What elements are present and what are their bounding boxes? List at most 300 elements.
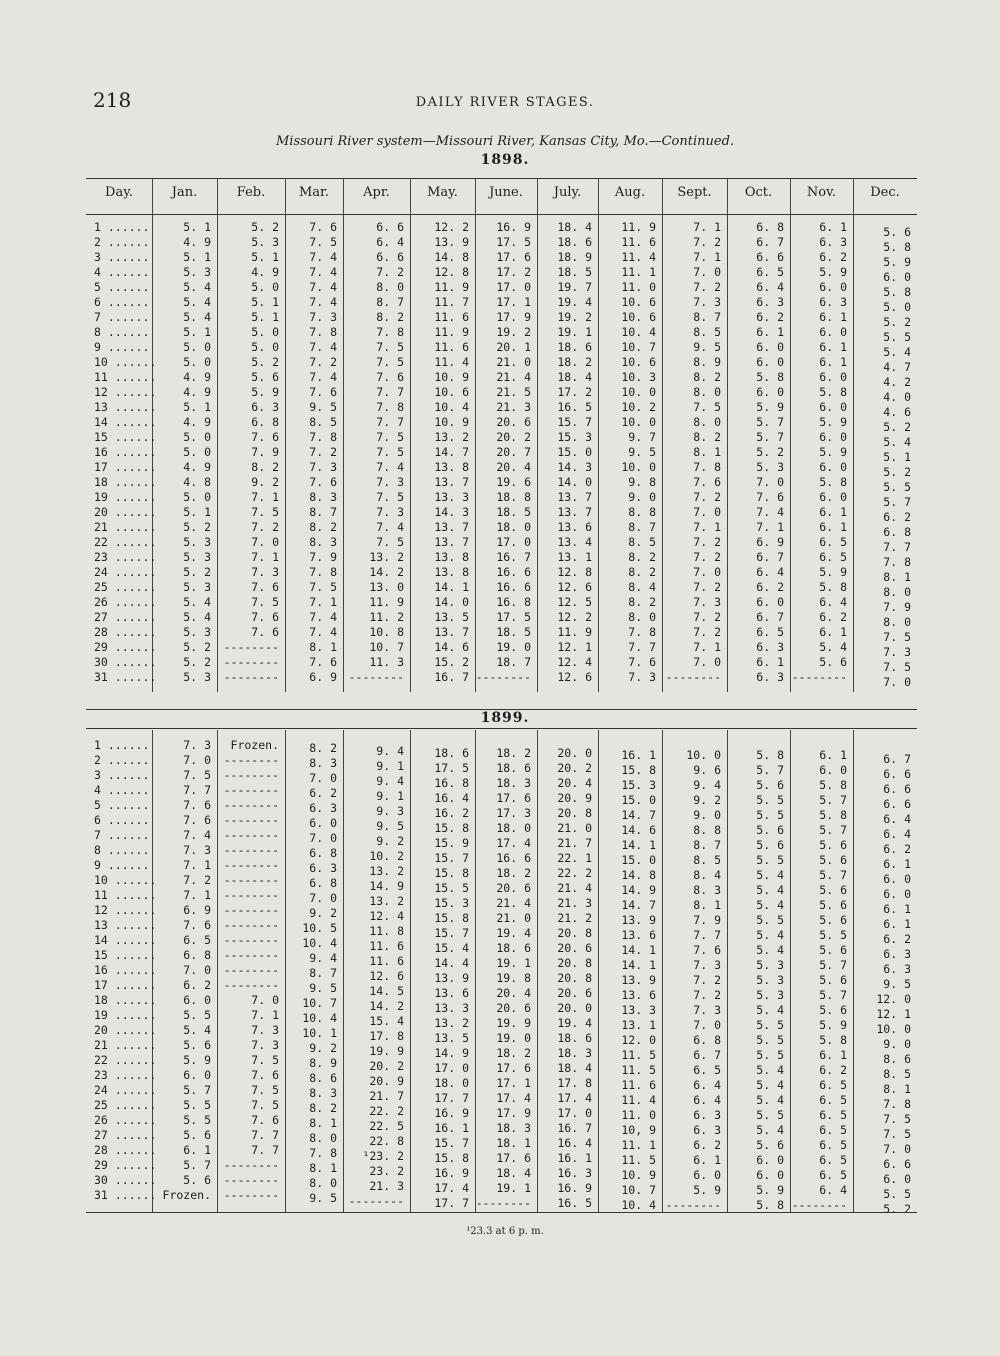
stage-cell: 7. 5	[183, 768, 211, 782]
stage-cell: 8. 5	[883, 1067, 911, 1081]
stage-cell: 6. 1	[819, 220, 847, 234]
stage-cell: --------	[223, 670, 279, 684]
stage-cell: 5. 4	[756, 1003, 784, 1017]
stage-cell: 7. 0	[309, 771, 337, 785]
stage-cell: 7. 4	[309, 280, 337, 294]
stage-cell: 6. 7	[756, 235, 784, 249]
stage-cell: 4. 9	[183, 385, 211, 399]
day-cell: 8 ......	[94, 325, 150, 339]
stage-cell: 8. 7	[628, 520, 656, 534]
stage-cell: 5. 3	[756, 988, 784, 1002]
stage-cell: 11. 4	[621, 250, 656, 264]
stage-cell: 6. 0	[693, 1168, 721, 1182]
stage-cell: 16. 9	[434, 1106, 469, 1120]
stage-cell: 7. 3	[183, 843, 211, 857]
stage-cell: 19. 8	[496, 971, 531, 985]
day-cell: 3 ......	[94, 250, 150, 264]
stage-cell: 14. 1	[621, 838, 656, 852]
month-column	[475, 220, 537, 685]
stage-cell: 7. 3	[309, 310, 337, 324]
stage-cell: 5. 2	[883, 420, 911, 434]
stage-cell: 9. 5	[376, 819, 404, 833]
running-head: DAILY RIVER STAGES.	[415, 95, 595, 110]
stage-cell: 5. 4	[183, 280, 211, 294]
stage-cell: 6. 1	[756, 325, 784, 339]
stage-cell: 11. 6	[621, 235, 656, 249]
stage-cell: 12. 5	[557, 595, 592, 609]
stage-cell: 4. 0	[883, 390, 911, 404]
stage-cell: 21. 7	[369, 1089, 404, 1103]
stage-cell: 13. 2	[369, 550, 404, 564]
stage-cell: --------	[223, 843, 279, 857]
stage-cell: 7. 1	[309, 595, 337, 609]
stage-cell: 5. 4	[883, 345, 911, 359]
stage-cell: 11. 9	[369, 595, 404, 609]
stage-cell: 5. 4	[183, 610, 211, 624]
stage-cell: 7. 7	[693, 928, 721, 942]
day-cell: 15 ......	[94, 948, 157, 962]
stage-cell: 7. 4	[309, 610, 337, 624]
stage-cell: 6. 0	[756, 385, 784, 399]
stage-cell: 8. 4	[628, 580, 656, 594]
stage-cell: 8. 5	[693, 325, 721, 339]
stage-cell: 20. 6	[496, 415, 531, 429]
stage-cell: 5. 9	[251, 385, 279, 399]
month-column	[285, 741, 343, 1206]
stage-cell: 13. 7	[434, 625, 469, 639]
stage-cell: 18. 2	[496, 1046, 531, 1060]
stage-cell: 17. 0	[434, 1061, 469, 1075]
stage-cell: 6. 3	[819, 295, 847, 309]
day-cell: 20 ......	[94, 505, 157, 519]
stage-cell: 11. 6	[369, 954, 404, 968]
stage-cell: 6. 3	[756, 295, 784, 309]
stage-cell: 21. 4	[557, 881, 592, 895]
stage-cell: ¹23. 2	[362, 1149, 404, 1163]
stage-cell: 5. 6	[756, 778, 784, 792]
stage-cell: 8. 4	[693, 868, 721, 882]
stage-cell: 5. 2	[883, 1202, 911, 1216]
day-cell: 25 ......	[94, 1098, 157, 1112]
stage-cell: 20. 0	[557, 1001, 592, 1015]
stage-cell: 18. 6	[496, 941, 531, 955]
stage-cell: 10. 9	[621, 1168, 656, 1182]
stage-cell: 5. 9	[819, 565, 847, 579]
stage-cell: 7. 6	[251, 580, 279, 594]
stage-cell: 7. 1	[693, 220, 721, 234]
stage-cell: 6. 3	[693, 1108, 721, 1122]
stage-cell: 7. 7	[183, 783, 211, 797]
stage-cell: 5. 7	[819, 823, 847, 837]
stage-cell: 6. 8	[183, 948, 211, 962]
stage-cell: 5. 0	[183, 490, 211, 504]
stage-cell: 6. 0	[756, 355, 784, 369]
stage-cell: 5. 5	[756, 853, 784, 867]
stage-cell: 19. 2	[496, 325, 531, 339]
day-cell: 24 ......	[94, 565, 157, 579]
stage-cell: 13. 5	[434, 610, 469, 624]
stage-cell: 10. 4	[302, 936, 337, 950]
stage-cell: 14. 8	[434, 250, 469, 264]
stage-cell: 5. 0	[251, 340, 279, 354]
day-cell: 27 ......	[94, 610, 157, 624]
stage-cell: 7. 8	[309, 1146, 337, 1160]
stage-cell: 18. 6	[557, 235, 592, 249]
stage-cell: 7. 4	[756, 505, 784, 519]
stage-cell: --------	[223, 828, 279, 842]
stage-cell: 7. 5	[883, 630, 911, 644]
day-column	[94, 738, 157, 1203]
stage-cell: 12. 6	[369, 969, 404, 983]
stage-cell: 6. 3	[693, 1123, 721, 1137]
stage-cell: 13. 9	[434, 235, 469, 249]
stage-cell: 8. 1	[883, 1082, 911, 1096]
stage-cell: 5. 7	[819, 958, 847, 972]
stage-cell: 5. 1	[183, 220, 211, 234]
stage-cell: 20. 0	[557, 746, 592, 760]
stage-cell: 5. 7	[819, 793, 847, 807]
stage-cell: 8. 5	[693, 853, 721, 867]
stage-cell: 5. 0	[251, 280, 279, 294]
stage-cell: 5. 9	[756, 400, 784, 414]
stage-cell: 14. 0	[434, 595, 469, 609]
stage-cell: 7. 8	[376, 400, 404, 414]
stage-cell: 10. 6	[621, 355, 656, 369]
stage-cell: 7. 1	[183, 888, 211, 902]
footnote: ¹23.3 at 6 p. m.	[466, 1226, 544, 1237]
stage-cell: 5. 5	[819, 928, 847, 942]
stage-cell: 15. 5	[434, 881, 469, 895]
stage-cell: 10. 0	[621, 460, 656, 474]
stage-cell: 7. 3	[309, 460, 337, 474]
stage-cell: 7. 3	[693, 295, 721, 309]
stage-cell: 15. 8	[434, 1151, 469, 1165]
stage-cell: 17. 6	[496, 250, 531, 264]
stage-cell: 14. 6	[434, 640, 469, 654]
stage-cell: 22. 5	[369, 1119, 404, 1133]
stage-cell: 6. 4	[693, 1078, 721, 1092]
stage-cell: 6. 1	[883, 857, 911, 871]
stage-cell: 7. 5	[309, 580, 337, 594]
stage-cell: 5. 7	[756, 763, 784, 777]
stage-cell: 17. 5	[496, 610, 531, 624]
stage-cell: 7. 1	[693, 640, 721, 654]
month-column	[410, 220, 475, 685]
stage-cell: 7. 2	[309, 355, 337, 369]
stage-cell: 6. 3	[756, 670, 784, 684]
stage-cell: 13. 7	[434, 520, 469, 534]
stage-cell: Frozen.	[162, 1188, 211, 1202]
stage-cell: --------	[223, 655, 279, 669]
stage-cell: 6. 1	[819, 355, 847, 369]
stage-cell: 12. 2	[557, 610, 592, 624]
stage-cell: 6. 2	[883, 510, 911, 524]
stage-cell: 7. 9	[883, 600, 911, 614]
stage-cell: 11. 1	[621, 265, 656, 279]
stage-cell: 7. 2	[693, 535, 721, 549]
column-header: Aug.	[614, 185, 646, 200]
stage-cell: 20. 1	[496, 340, 531, 354]
stage-cell: 7. 0	[251, 535, 279, 549]
stage-cell: 9. 0	[693, 808, 721, 822]
stage-cell: 15. 0	[621, 793, 656, 807]
day-cell: 1 ......	[94, 220, 150, 234]
stage-cell: 7. 5	[376, 490, 404, 504]
stage-cell: 13. 2	[434, 1016, 469, 1030]
stage-cell: 5. 7	[883, 495, 911, 509]
day-cell: 4 ......	[94, 265, 150, 279]
stage-cell: --------	[223, 813, 279, 827]
stage-cell: 8. 2	[628, 550, 656, 564]
stage-cell: 8. 0	[628, 610, 656, 624]
stage-cell: 17. 4	[496, 1091, 531, 1105]
stage-cell: 7. 2	[376, 265, 404, 279]
stage-cell: 6. 3	[309, 861, 337, 875]
stage-cell: 10. 3	[621, 370, 656, 384]
stage-cell: 6. 7	[883, 752, 911, 766]
stage-cell: 5. 3	[756, 958, 784, 972]
stage-cell: 7. 8	[376, 325, 404, 339]
stage-cell: 16. 8	[496, 595, 531, 609]
stage-cell: 9. 1	[376, 759, 404, 773]
stage-cell: 9. 5	[883, 977, 911, 991]
stage-cell: 5. 4	[756, 868, 784, 882]
stage-cell: 19. 4	[557, 295, 592, 309]
stage-cell: 17. 0	[557, 1106, 592, 1120]
stage-cell: 9. 2	[693, 793, 721, 807]
stage-cell: 5. 6	[756, 1138, 784, 1152]
stage-cell: 6. 1	[819, 748, 847, 762]
stage-cell: 4. 9	[183, 460, 211, 474]
stage-cell: 8. 9	[693, 355, 721, 369]
stage-cell: 15. 2	[434, 655, 469, 669]
stage-cell: 9. 0	[883, 1037, 911, 1051]
header-rule	[86, 214, 917, 215]
stage-cell: 20. 2	[496, 430, 531, 444]
stage-cell: 7. 3	[251, 565, 279, 579]
day-cell: 9 ......	[94, 340, 150, 354]
stage-cell: 5. 9	[819, 265, 847, 279]
stage-cell: 21. 5	[496, 385, 531, 399]
stage-cell: 5. 0	[183, 445, 211, 459]
stage-cell: 5. 0	[883, 300, 911, 314]
stage-cell: 17. 8	[557, 1076, 592, 1090]
stage-cell: 10, 9	[621, 1123, 656, 1137]
stage-cell: 5. 5	[883, 1187, 911, 1201]
stage-cell: 7. 0	[693, 505, 721, 519]
stage-cell: 17. 0	[496, 535, 531, 549]
stage-cell: 12. 0	[876, 992, 911, 1006]
stage-cell: 5. 8	[819, 1033, 847, 1047]
stage-cell: 7. 3	[251, 1038, 279, 1052]
column-header: Mar.	[299, 185, 329, 200]
stage-cell: 4. 8	[183, 475, 211, 489]
stage-cell: 17. 4	[434, 1181, 469, 1195]
stage-cell: 4. 9	[183, 370, 211, 384]
stage-cell: 13. 2	[434, 430, 469, 444]
stage-cell: 6. 6	[376, 220, 404, 234]
stage-cell: 19. 2	[557, 310, 592, 324]
stage-cell: 13. 8	[434, 565, 469, 579]
stage-cell: 14. 7	[621, 898, 656, 912]
day-cell: 28 ......	[94, 625, 157, 639]
stage-cell: --------	[223, 963, 279, 977]
stage-cell: 8. 1	[309, 640, 337, 654]
stage-cell: 7. 0	[693, 655, 721, 669]
stage-cell: 11. 5	[621, 1153, 656, 1167]
stage-cell: 18. 4	[557, 1061, 592, 1075]
stage-cell: --------	[223, 1188, 279, 1202]
stage-cell: 5. 8	[883, 240, 911, 254]
day-cell: 30 ......	[94, 655, 157, 669]
stage-cell: 6. 2	[883, 842, 911, 856]
day-cell: 28 ......	[94, 1143, 157, 1157]
stage-cell: 5. 3	[756, 460, 784, 474]
stage-cell: 14. 3	[434, 505, 469, 519]
stage-cell: 21. 2	[557, 911, 592, 925]
day-cell: 21 ......	[94, 520, 157, 534]
stage-cell: 7. 2	[693, 988, 721, 1002]
stage-cell: 5. 4	[183, 295, 211, 309]
stage-cell: 6. 1	[819, 505, 847, 519]
stage-cell: 18. 5	[496, 505, 531, 519]
stage-cell: 5. 7	[819, 988, 847, 1002]
stage-cell: 17. 1	[496, 1076, 531, 1090]
day-cell: 31 ......	[94, 670, 157, 684]
stage-cell: 5. 6	[183, 1173, 211, 1187]
day-cell: 29 ......	[94, 640, 157, 654]
stage-cell: 12. 8	[557, 565, 592, 579]
stage-cell: 7. 6	[251, 430, 279, 444]
stage-cell: 18. 0	[496, 821, 531, 835]
stage-cell: 22. 1	[557, 851, 592, 865]
stage-cell: --------	[223, 888, 279, 902]
stage-cell: 6. 5	[819, 550, 847, 564]
day-cell: 23 ......	[94, 550, 157, 564]
stage-cell: 7. 8	[883, 555, 911, 569]
stage-cell: 9. 4	[309, 951, 337, 965]
stage-cell: 8. 9	[309, 1056, 337, 1070]
stage-cell: --------	[348, 1194, 404, 1208]
day-cell: 16 ......	[94, 963, 157, 977]
table-subtitle: Missouri River system—Missouri River, Kansas City, Mo.—Continued.	[275, 134, 735, 149]
stage-cell: 7. 6	[309, 655, 337, 669]
stage-cell: 5. 1	[183, 325, 211, 339]
stage-cell: 5. 6	[819, 913, 847, 927]
stage-cell: 13. 6	[621, 988, 656, 1002]
stage-cell: 20. 9	[369, 1074, 404, 1088]
stage-cell: 18. 7	[496, 655, 531, 669]
stage-cell: 8. 2	[693, 370, 721, 384]
stage-cell: 5. 4	[756, 943, 784, 957]
stage-cell: 14. 9	[621, 883, 656, 897]
day-cell: 14 ......	[94, 933, 157, 947]
stage-cell: 13. 1	[557, 550, 592, 564]
stage-cell: 8. 5	[628, 535, 656, 549]
stage-cell: 12. 4	[557, 655, 592, 669]
stage-cell: 7. 4	[309, 625, 337, 639]
stage-cell: 7. 9	[251, 445, 279, 459]
stage-cell: 13. 6	[557, 520, 592, 534]
stage-cell: 6. 5	[756, 265, 784, 279]
stage-cell: 18. 6	[434, 746, 469, 760]
stage-cell: 8. 3	[309, 535, 337, 549]
stage-cell: 5. 5	[756, 1018, 784, 1032]
stage-cell: 6. 2	[819, 1063, 847, 1077]
stage-cell: 10. 4	[621, 325, 656, 339]
day-cell: 17 ......	[94, 978, 157, 992]
stage-cell: 6. 0	[756, 340, 784, 354]
stage-cell: 10. 7	[621, 1183, 656, 1197]
stage-cell: 7. 1	[183, 858, 211, 872]
stage-cell: 7. 0	[756, 475, 784, 489]
stage-cell: 7. 4	[309, 370, 337, 384]
stage-cell: 10. 7	[302, 996, 337, 1010]
stage-cell: 17. 6	[496, 1061, 531, 1075]
stage-cell: 5. 4	[756, 1078, 784, 1092]
month-column	[537, 220, 598, 685]
stage-cell: 5. 5	[883, 480, 911, 494]
stage-cell: 7. 9	[693, 913, 721, 927]
stage-cell: 14. 2	[369, 565, 404, 579]
stage-cell: 6. 0	[883, 872, 911, 886]
stage-cell: 7. 3	[376, 475, 404, 489]
stage-cell: 4. 6	[883, 405, 911, 419]
stage-cell: 14. 0	[557, 475, 592, 489]
stage-cell: 6. 2	[819, 250, 847, 264]
stage-cell: 7. 8	[309, 430, 337, 444]
stage-cell: 17. 1	[496, 295, 531, 309]
stage-cell: 17. 4	[496, 836, 531, 850]
stage-cell: 7. 5	[251, 1083, 279, 1097]
stage-cell: 6. 3	[756, 640, 784, 654]
stage-cell: 4. 7	[883, 360, 911, 374]
stage-cell: 6. 1	[819, 520, 847, 534]
stage-cell: 7. 0	[883, 675, 911, 689]
stage-cell: 6. 3	[309, 801, 337, 815]
stage-cell: 6. 5	[819, 1138, 847, 1152]
stage-cell: 16. 9	[557, 1181, 592, 1195]
stage-cell: 16. 7	[434, 670, 469, 684]
stage-cell: 10. 8	[369, 625, 404, 639]
month-column	[598, 220, 662, 685]
stage-cell: 6. 4	[819, 595, 847, 609]
stage-cell: 5. 6	[819, 853, 847, 867]
stage-cell: 6. 6	[883, 767, 911, 781]
stage-cell: 17. 7	[434, 1196, 469, 1210]
stage-cell: --------	[475, 1196, 531, 1210]
stage-cell: 10. 0	[876, 1022, 911, 1036]
month-column	[790, 748, 853, 1213]
stage-cell: 15. 7	[557, 415, 592, 429]
stage-cell: 7. 5	[376, 355, 404, 369]
stage-cell: 7. 3	[693, 1003, 721, 1017]
month-column	[727, 748, 790, 1213]
stage-cell: 5. 3	[251, 235, 279, 249]
column-header: June.	[489, 185, 523, 200]
stage-cell: 7. 0	[693, 565, 721, 579]
stage-cell: 7. 1	[251, 1008, 279, 1022]
stage-cell: 18. 4	[496, 1166, 531, 1180]
stage-cell: --------	[223, 948, 279, 962]
stage-cell: 5. 4	[756, 1123, 784, 1137]
day-cell: 13 ......	[94, 918, 157, 932]
day-cell: 31 ......	[94, 1188, 157, 1202]
day-cell: 3 ......	[94, 768, 150, 782]
stage-cell: 5. 4	[883, 435, 911, 449]
stage-cell: 7. 9	[309, 550, 337, 564]
stage-cell: 11. 9	[434, 325, 469, 339]
